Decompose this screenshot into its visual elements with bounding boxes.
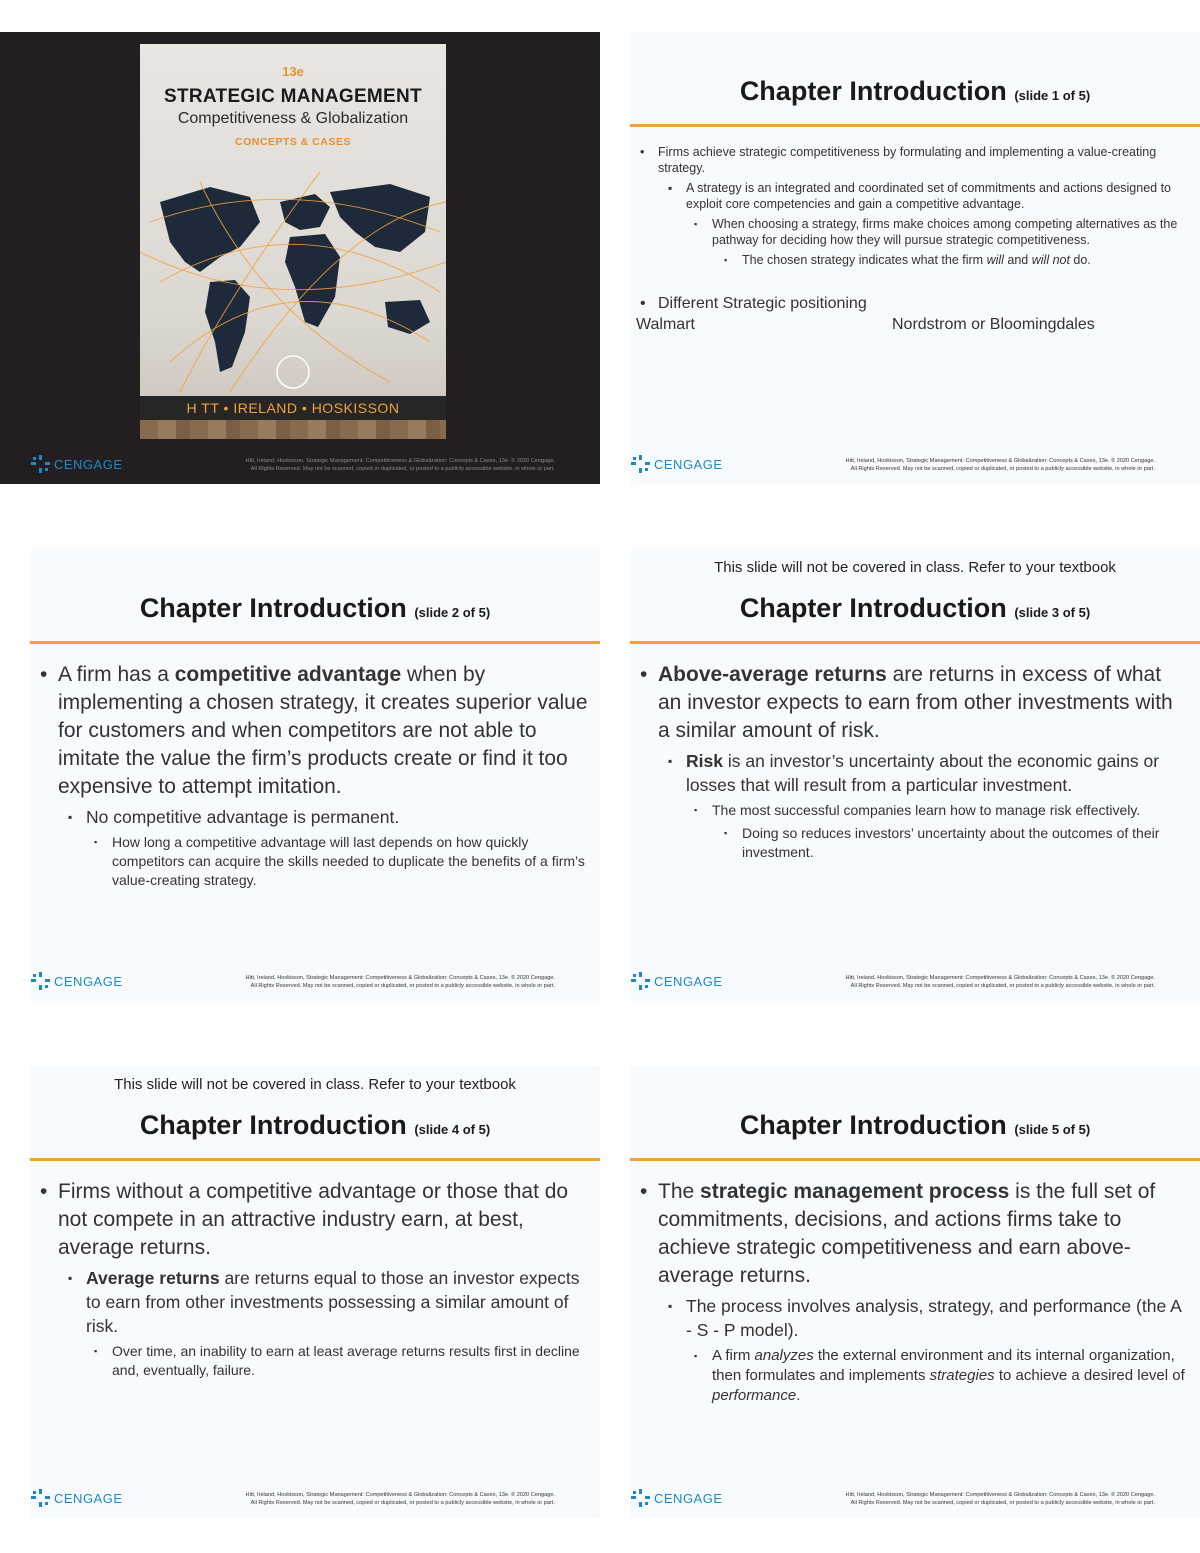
title-divider (630, 1158, 1200, 1161)
cengage-logo-text: CENGAGE (54, 456, 123, 472)
bullet-3: ▪ Over time, an inability to earn at least average returns results first in decline and, eventually, failure. (92, 1342, 588, 1380)
position-left: Walmart (636, 316, 695, 333)
slide-3 (630, 549, 1200, 1001)
title-divider (630, 641, 1200, 644)
slide-5 (630, 1066, 1200, 1518)
world-map-image (140, 162, 446, 402)
bullet-3: ▪ When choosing a strategy, firms make choices among competing alternatives as the pathway for deciding how they will pursue strategic competitiveness. (692, 216, 1188, 248)
bullet-1: • Above-average returns are returns in excess of what an investor expects to earn from other investments with a similar amount of risk. (638, 661, 1188, 745)
slide-body (638, 144, 1188, 336)
bullet-2: ▪ Risk is an investor’s uncertainty about the economic gains or losses that will result from a particular investment. (666, 749, 1188, 797)
cengage-logo (30, 1488, 123, 1508)
footer-line-1: Hitt, Ireland, Hoskisson, Strategic Management: Competitiveness & Globalization: Concepts & Cases, 13e. © 2020 Cengage. (245, 458, 555, 464)
slide-body (38, 661, 588, 890)
copyright-footer (740, 974, 1155, 990)
cengage-logo (30, 454, 123, 474)
cengage-logo-icon (630, 1488, 652, 1508)
cover-slide (0, 32, 600, 484)
copyright-footer (140, 457, 555, 473)
seal-icon (277, 356, 309, 388)
slide-number: (slide 4 of 5) (414, 1122, 491, 1137)
footer-line-1: Hitt, Ireland, Hoskisson, Strategic Management: Competitiveness & Globalization: Concepts & Cases, 13e. © 2020 Cengage. (845, 1492, 1155, 1498)
footer-line-1: Hitt, Ireland, Hoskisson, Strategic Management: Competitiveness & Globalization: Concepts & Cases, 13e. © 2020 Cengage. (245, 1492, 555, 1498)
bullet-2: ▪ The process involves analysis, strategy, and performance (the A - S - P model). (666, 1294, 1188, 1342)
slide-note: This slide will not be covered in class. Refer to your textbook (114, 1076, 516, 1093)
footer-line-2: All Rights Reserved. May not be scanned, copied or duplicated, or posted to a publicly accessible website, in whole or part. (250, 983, 555, 989)
slide-4 (30, 1066, 600, 1518)
cover-tagline: CONCEPTS & CASES (235, 136, 351, 148)
cengage-logo-text: CENGAGE (654, 1490, 723, 1506)
cengage-logo (630, 971, 723, 991)
bullet-2: ▪ A strategy is an integrated and coordinated set of commitments and actions designed to exploit core competencies and gain a competitive advantage. (666, 180, 1188, 212)
footer-line-2: All Rights Reserved. May not be scanned, copied or duplicated, or posted to a publicly accessible website, in whole or part. (250, 1500, 555, 1506)
wood-texture (140, 420, 446, 439)
bullet-3: ▪ The most successful companies learn how to manage risk effectively. (692, 801, 1188, 820)
slide-title: Chapter Introduction (slide 3 of 5) (739, 593, 1091, 623)
bullet-2: ▪ No competitive advantage is permanent. (66, 805, 588, 829)
footer-line-1: Hitt, Ireland, Hoskisson, Strategic Management: Competitiveness & Globalization: Concepts & Cases, 13e. © 2020 Cengage. (845, 975, 1155, 981)
footer-line-2: All Rights Reserved. May not be scanned, copied or duplicated, or posted to a publicly accessible website, in whole or part. (850, 983, 1155, 989)
copyright-footer (140, 974, 555, 990)
cengage-logo-text: CENGAGE (54, 1490, 123, 1506)
bullet-4: ▪ The chosen strategy indicates what the firm will and will not do. (722, 252, 1188, 268)
cengage-logo-icon (630, 454, 652, 474)
title-divider (30, 641, 600, 644)
footer-line-1: Hitt, Ireland, Hoskisson, Strategic Management: Competitiveness & Globalization: Concepts & Cases, 13e. © 2020 Cengage. (245, 975, 555, 981)
positioning-row (638, 314, 1188, 336)
slide-title: Chapter Introduction (slide 2 of 5) (139, 593, 491, 623)
slide-number: (slide 2 of 5) (414, 605, 491, 620)
slide-body (638, 1178, 1188, 1406)
cengage-logo-text: CENGAGE (654, 973, 723, 989)
slide-note: This slide will not be covered in class. Refer to your textbook (714, 559, 1116, 576)
cover-edition: 13e (282, 64, 304, 79)
cengage-logo-text: CENGAGE (654, 456, 723, 472)
slide-number: (slide 1 of 5) (1014, 88, 1091, 103)
bullet-5: • Different Strategic positioning (638, 294, 1188, 314)
bullet-2: ▪ Average returns are returns equal to those an investor expects to earn from other investments possessing a similar amount of risk. (66, 1266, 588, 1338)
cengage-logo (30, 971, 123, 991)
slide-title: Chapter Introduction (slide 1 of 5) (739, 76, 1091, 106)
slide-number: (slide 5 of 5) (1014, 1122, 1091, 1137)
slide-2 (30, 549, 600, 1001)
cengage-logo-icon (30, 1488, 52, 1508)
slide-1 (630, 32, 1200, 484)
copyright-footer (740, 1491, 1155, 1507)
bullet-4: ▪ Doing so reduces investors’ uncertainty about the outcomes of their investment. (722, 824, 1188, 862)
copyright-footer (140, 1491, 555, 1507)
title-divider (30, 1158, 600, 1161)
slide-number: (slide 3 of 5) (1014, 605, 1091, 620)
footer-line-2: All Rights Reserved. May not be scanned, copied or duplicated, or posted to a publicly accessible website, in whole or part. (250, 466, 555, 472)
cengage-logo-icon (30, 971, 52, 991)
footer-line-1: Hitt, Ireland, Hoskisson, Strategic Management: Competitiveness & Globalization: Concepts & Cases, 13e. © 2020 Cengage. (845, 458, 1155, 464)
cover-subtitle: Competitiveness & Globalization (177, 110, 409, 127)
cover-authors: H TT • IRELAND • HOSKISSON (140, 396, 446, 420)
cengage-logo (630, 454, 723, 474)
bullet-1: • Firms without a competitive advantage or those that do not compete in an attractive industry earn, at best, average returns. (38, 1178, 588, 1262)
bullet-1: • Firms achieve strategic competitiveness by formulating and implementing a value-creating strategy. (638, 144, 1188, 176)
footer-line-2: All Rights Reserved. May not be scanned, copied or duplicated, or posted to a publicly accessible website, in whole or part. (850, 466, 1155, 472)
slide-body (38, 1178, 588, 1380)
bullet-3: ▪ How long a competitive advantage will last depends on how quickly competitors can acquire the skills needed to duplicate the benefits of a firm’s value-creating strategy. (92, 833, 588, 890)
cengage-logo-text: CENGAGE (54, 973, 123, 989)
title-divider (630, 124, 1200, 127)
cengage-logo (630, 1488, 723, 1508)
book-cover (140, 44, 446, 439)
cengage-logo-icon (630, 971, 652, 991)
copyright-footer (740, 457, 1155, 473)
bullet-3: ▪ A firm analyzes the external environment and its internal organization, then formulates and implements strategies to achieve a desired level of performance. (692, 1346, 1188, 1406)
position-right: Nordstrom or Bloomingdales (892, 316, 1095, 333)
slide-body (638, 661, 1188, 862)
cengage-logo-icon (30, 454, 52, 474)
bullet-1: • A firm has a competitive advantage when by implementing a chosen strategy, it creates superior value for customers and when competitors are not able to imitate the value the firm’s products create or find it too expensive to attempt imitation. (38, 661, 588, 801)
cover-title: STRATEGIC MANAGEMENT (164, 86, 422, 107)
footer-line-2: All Rights Reserved. May not be scanned, copied or duplicated, or posted to a publicly accessible website, in whole or part. (850, 1500, 1155, 1506)
slide-title: Chapter Introduction (slide 5 of 5) (739, 1110, 1091, 1140)
slide-title: Chapter Introduction (slide 4 of 5) (139, 1110, 491, 1140)
bullet-1: • The strategic management process is the full set of commitments, decisions, and actions firms take to achieve strategic competitiveness and earn above-average returns. (638, 1178, 1188, 1290)
